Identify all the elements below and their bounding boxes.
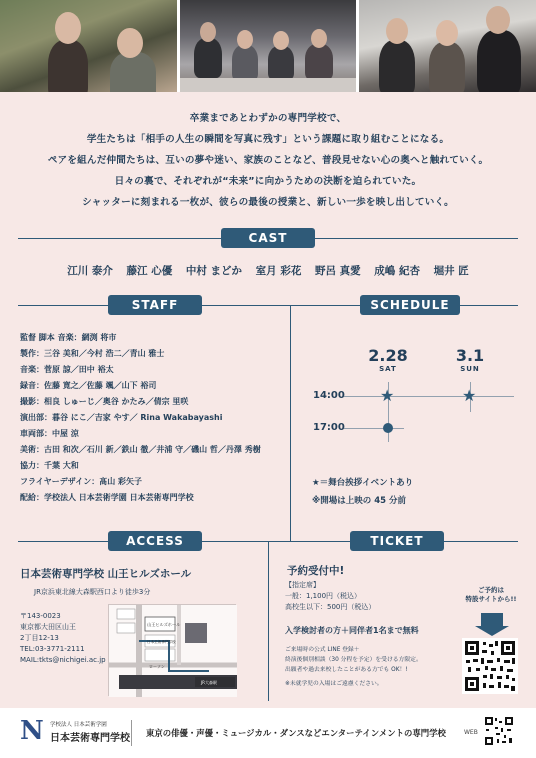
qr-pattern (462, 638, 518, 694)
weekday: SAT (379, 365, 397, 373)
ticket-title: 予約受付中! (287, 565, 345, 577)
intro-line: 卒業まであとわずかの専門学校で、 (189, 113, 347, 124)
cast-name: 室月 彩花 (255, 265, 302, 277)
booking-note (460, 586, 522, 604)
map-label: 日本芸術専門学校 (147, 640, 176, 644)
venue-name: 日本芸術専門学校 山王ヒルズホール (20, 568, 192, 580)
column-divider (268, 541, 269, 701)
map-label: ローソン (149, 664, 165, 669)
qr-code[interactable] (462, 638, 518, 694)
staff-line: 美術：古田 和次／石川 新／鉄山 徹／井浦 守／磯山 哲／丹澤 秀樹 (20, 445, 261, 454)
address-line: TEL:03-3771-2111 (20, 645, 85, 653)
booking-line: ご予約は (478, 586, 504, 594)
date-value: 3.1 (455, 346, 485, 365)
fine-line: 出願者や過去来校したことがある方でも OK！! (285, 667, 408, 673)
fine-line: ※未就学児の入場はご遠慮ください。 (285, 681, 383, 687)
cast-name: 藤江 心優 (126, 265, 173, 277)
photo-students-hallway (359, 0, 536, 92)
schedule-date-1 (364, 346, 412, 373)
access-heading: ACCESS (108, 531, 202, 551)
time-guide (344, 396, 514, 397)
map-label: 山王ヒルズホール (147, 622, 181, 627)
intro-synopsis (0, 108, 536, 213)
price-line: 一般：1,100円（税込） (285, 592, 362, 600)
dot-icon (383, 423, 393, 433)
school-tagline: 東京の俳優・声優・ミュージカル・ダンスなどエンターテインメントの専門学校 (146, 728, 446, 738)
address-line: 東京都大田区山王 (20, 623, 76, 631)
ticket-prices (285, 580, 375, 613)
staff-line: 監督 脚本 音楽：網渕 将市 (20, 333, 117, 342)
weekday: SUN (460, 365, 480, 373)
web-qr-code[interactable] (484, 716, 514, 746)
footer-divider (131, 720, 132, 746)
down-arrow-icon (475, 626, 509, 636)
photo-classroom-group (180, 0, 357, 92)
staff-line: フライヤーデザイン：髙山 彩矢子 (20, 477, 142, 486)
address-line: 〒143-0023 (20, 612, 61, 620)
staff-line: 車両部：中屋 涼 (20, 429, 79, 438)
staff-line: 協力：千葉 大和 (20, 461, 79, 470)
star-icon: ★ (380, 386, 395, 405)
address-line: 2丁目12-13 (20, 634, 59, 642)
venue-route: JR京浜東北線大森駅西口より徒歩3分 (34, 588, 151, 596)
school-logo-mark: N (20, 716, 44, 746)
school-logo-name: 日本芸術専門学校 (50, 733, 130, 744)
staff-line: 製作：三谷 美和／今村 浩二／青山 雅士 (20, 349, 165, 358)
booking-line: 特設サイトから!! (465, 595, 517, 603)
school-logo-subtitle: 学校法人 日本芸術学園 (50, 722, 107, 728)
schedule-note-doors: ※開場は上映の 45 分前 (312, 496, 407, 506)
ticket-heading: TICKET (350, 531, 444, 551)
star-icon: ★ (462, 386, 477, 405)
photo-strip (0, 0, 536, 92)
map-drawing (109, 605, 237, 697)
schedule-heading: SCHEDULE (360, 295, 460, 315)
intro-line: 学生たちは「相手の人生の瞬間を写真に残す」という課題に取り組むことになる。 (86, 134, 450, 145)
photo-two-students-outdoors (0, 0, 177, 92)
cast-name: 堀井 匠 (433, 265, 469, 277)
qr-pattern (484, 716, 514, 746)
venue-address (20, 611, 106, 666)
map-label: JR大森駅 (201, 680, 217, 685)
fine-line: ご来場時の公式 LINE 登録＋ (285, 647, 360, 653)
seat-label: 【指定席】 (285, 581, 320, 589)
staff-heading: STAFF (108, 295, 202, 315)
schedule-date-2 (446, 346, 494, 373)
schedule-note-star: ★＝舞台挨拶イベントあり (312, 478, 414, 488)
time-guide (344, 428, 404, 429)
column-divider (290, 305, 291, 541)
intro-line: 日々の裏で、それぞれが“未来”に向かうための決断を迫られていた。 (114, 176, 422, 187)
staff-list (20, 330, 280, 506)
date-value: 2.28 (368, 346, 408, 365)
access-map (108, 604, 236, 696)
price-line: 高校生以下：500円（税込） (285, 603, 376, 611)
intro-line: ペアを組んだ仲間たちは、互いの夢や迷い、家族のことなど、普段見せない心の奥へと触れていく。 (47, 155, 489, 166)
cast-name: 成嶋 紀杏 (374, 265, 420, 277)
ticket-fine-print (285, 645, 422, 689)
staff-line: 音楽：菅原 諒／田中 裕太 (20, 365, 114, 374)
cast-name: 江川 泰介 (67, 265, 113, 277)
cast-list (0, 263, 536, 278)
cast-heading: CAST (221, 228, 315, 248)
time-slot-1: 14:00 (313, 390, 345, 401)
address-line: MAIL:tkts@nichigei.ac.jp (20, 656, 106, 664)
staff-line: 録音：佐藤 寛之／佐藤 颯／山下 裕司 (20, 381, 157, 390)
fine-line: 終演後個別相談（30 分程を予定）を受ける方限定。 (285, 657, 422, 663)
staff-line: 撮影：相良 しゅーじ／奥谷 かたみ／倩宗 里咲 (20, 397, 189, 406)
web-label: WEB (464, 729, 478, 736)
cast-name: 中村 まどか (185, 265, 243, 277)
staff-line: 演出部：暮谷 にこ／吉家 やす／ Rina Wakabayashi (20, 413, 223, 422)
staff-line: 配給：学校法人 日本芸術学園 日本芸術専門学校 (20, 493, 194, 502)
intro-line: シャッターに刻まれる一枚が、彼らの最後の授業と、新しい一歩を映し出していく。 (82, 197, 454, 208)
time-slot-2: 17:00 (313, 422, 345, 433)
free-admission-note: 入学検討者の方＋同伴者1名まで無料 (285, 626, 419, 635)
cast-name: 野呂 真愛 (314, 265, 361, 277)
down-arrow-icon (481, 613, 503, 627)
